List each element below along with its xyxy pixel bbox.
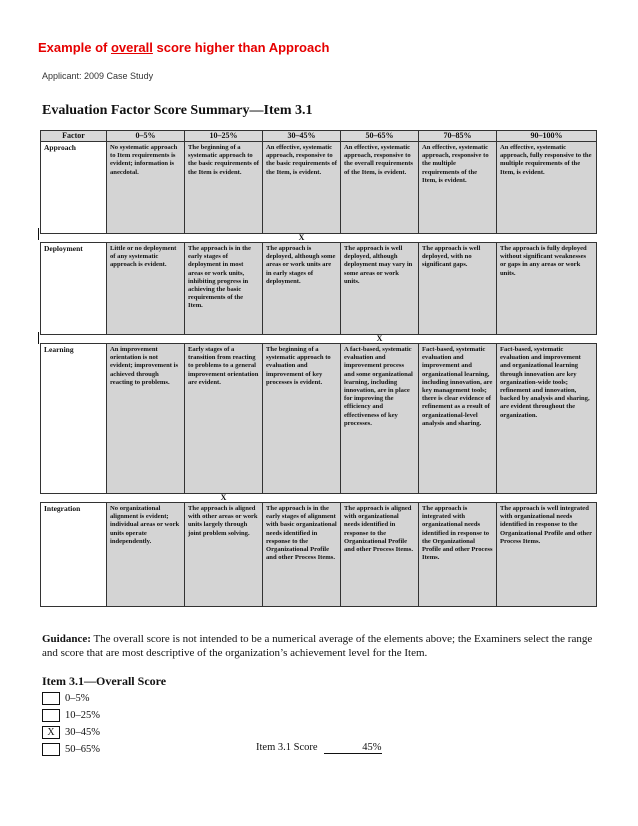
column-header: Factor: [41, 131, 107, 142]
score-option-label: 10–25%: [65, 710, 100, 721]
score-option-label: 30–45%: [65, 727, 100, 738]
score-summary-table: [40, 130, 597, 607]
x-mark: X: [185, 494, 263, 503]
table-cell: The approach is integrated with organizational needs identified in response to the Organizational Profile and other Process Items.: [419, 503, 497, 607]
headline: [38, 40, 329, 55]
table-header-row: [41, 131, 597, 142]
table-cell: The beginning of a systematic approach to the basic requirements of the Item is evident.: [185, 142, 263, 234]
x-mark: X: [263, 234, 341, 243]
table-cell: The approach is well deployed, although deployment may vary in some areas or work units.: [341, 243, 419, 335]
table-cell: The approach is aligned with organizational needs identified in response to the Organizational Profile and other Process Items.: [341, 503, 419, 607]
score-option: [42, 743, 100, 756]
score-option: [42, 692, 90, 705]
table-cell: Fact-based, systematic evaluation and improvement and organizational learning through innovation are key organization-wide tools; refinement and innovation, backed by analysis and sharing, are evident throughout the organization.: [497, 344, 597, 494]
factor-label: Deployment: [41, 243, 107, 335]
table-cell: An effective, systematic approach, fully responsive to the multiple requirements of the Item, is evident.: [497, 142, 597, 234]
margin-mark: [38, 228, 39, 240]
table-cell: The approach is aligned with other areas or work units largely through joint problem solving.: [185, 503, 263, 607]
page-title: Evaluation Factor Score Summary—Item 3.1: [42, 103, 313, 118]
table-row: [41, 142, 597, 234]
table-cell: The approach is well deployed, with no significant gaps.: [419, 243, 497, 335]
column-header: 50–65%: [341, 131, 419, 142]
table-cell: The approach is fully deployed without significant weaknesses or gaps in any areas or work units.: [497, 243, 597, 335]
guidance-text: [42, 632, 602, 660]
headline-underlined: overall: [110, 40, 153, 55]
guidance-label: Guidance:: [42, 633, 91, 645]
score-option-label: 0–5%: [65, 693, 90, 704]
table-cell: The approach is deployed, although some areas or work units are in early stages of deployment.: [263, 243, 341, 335]
table-cell: A fact-based, systematic evaluation and improvement process and some organizational learning, including innovation, are in place for improving the efficiency and effectiveness of key processes.: [341, 344, 419, 494]
table-cell: The approach is well integrated with organizational needs identified in response to the Organizational Profile and other Process Items.: [497, 503, 597, 607]
table-cell: Little or no deployment of any systematic approach is evident.: [107, 243, 185, 335]
checkbox[interactable]: [42, 692, 60, 705]
checkbox[interactable]: [42, 743, 60, 756]
column-header: 90–100%: [497, 131, 597, 142]
margin-mark: [38, 332, 39, 344]
column-header: 30–45%: [263, 131, 341, 142]
guidance-body: The overall score is not intended to be a numerical average of the elements above; the Examiners select the range and score that are most descriptive of the organization’s achievement level for the Item.: [42, 633, 593, 659]
table-cell: An improvement orientation is not evident; improvement is achieved through reacting to problems.: [107, 344, 185, 494]
factor-label: Approach: [41, 142, 107, 234]
score-option: [42, 709, 100, 722]
table-cell: An effective, systematic approach, responsive to the basic requirements of the Item, is evident.: [263, 142, 341, 234]
applicant-label: Applicant: 2009 Case Study: [42, 71, 154, 81]
item-score-value: 45%: [324, 742, 382, 754]
column-header: 70–85%: [419, 131, 497, 142]
factor-label: Integration: [41, 503, 107, 607]
score-option: [42, 726, 100, 739]
item-score-label: Item 3.1 Score: [256, 742, 318, 753]
table-cell: The approach is in the early stages of deployment in most areas or work units, inhibiting progress in achieving the basic requirements of the Item.: [185, 243, 263, 335]
table-cell: Fact-based, systematic evaluation and improvement and organizational learning, including innovation, are key management tools; there is clear evidence of refinement as a result of organizational-level analysis and sharing.: [419, 344, 497, 494]
table-cell: An effective, systematic approach, responsive to the multiple requirements of the Item, is evident.: [419, 142, 497, 234]
factor-label: Learning: [41, 344, 107, 494]
table-row: [41, 243, 597, 335]
table-cell: The beginning of a systematic approach to evaluation and improvement of key processes is evident.: [263, 344, 341, 494]
table-cell: An effective, systematic approach, responsive to the overall requirements of the Item, is evident.: [341, 142, 419, 234]
checkbox[interactable]: [42, 709, 60, 722]
table-cell: No systematic approach to Item requirements is evident; information is anecdotal.: [107, 142, 185, 234]
checkbox-checked[interactable]: X: [42, 726, 60, 739]
table-cell: The approach is in the early stages of alignment with basic organizational needs identified in response to the Organizational Profile and other Process Items.: [263, 503, 341, 607]
column-header: 0–5%: [107, 131, 185, 142]
table-cell: Early stages of a transition from reacting to problems to a general improvement orientation are evident.: [185, 344, 263, 494]
item-score: [256, 742, 382, 754]
score-option-label: 50–65%: [65, 744, 100, 755]
table-row: [41, 503, 597, 607]
headline-post: score higher than Approach: [152, 40, 330, 55]
table-row: [41, 344, 597, 494]
overall-score-title: Item 3.1—Overall Score: [42, 674, 167, 688]
column-header: 10–25%: [185, 131, 263, 142]
x-mark-row: [41, 234, 597, 243]
table-cell: No organizational alignment is evident; individual areas or work units operate independently.: [107, 503, 185, 607]
x-mark-row: [41, 335, 597, 344]
x-mark: X: [341, 335, 419, 344]
x-mark-row: [41, 494, 597, 503]
headline-pre: Example of: [38, 40, 111, 55]
